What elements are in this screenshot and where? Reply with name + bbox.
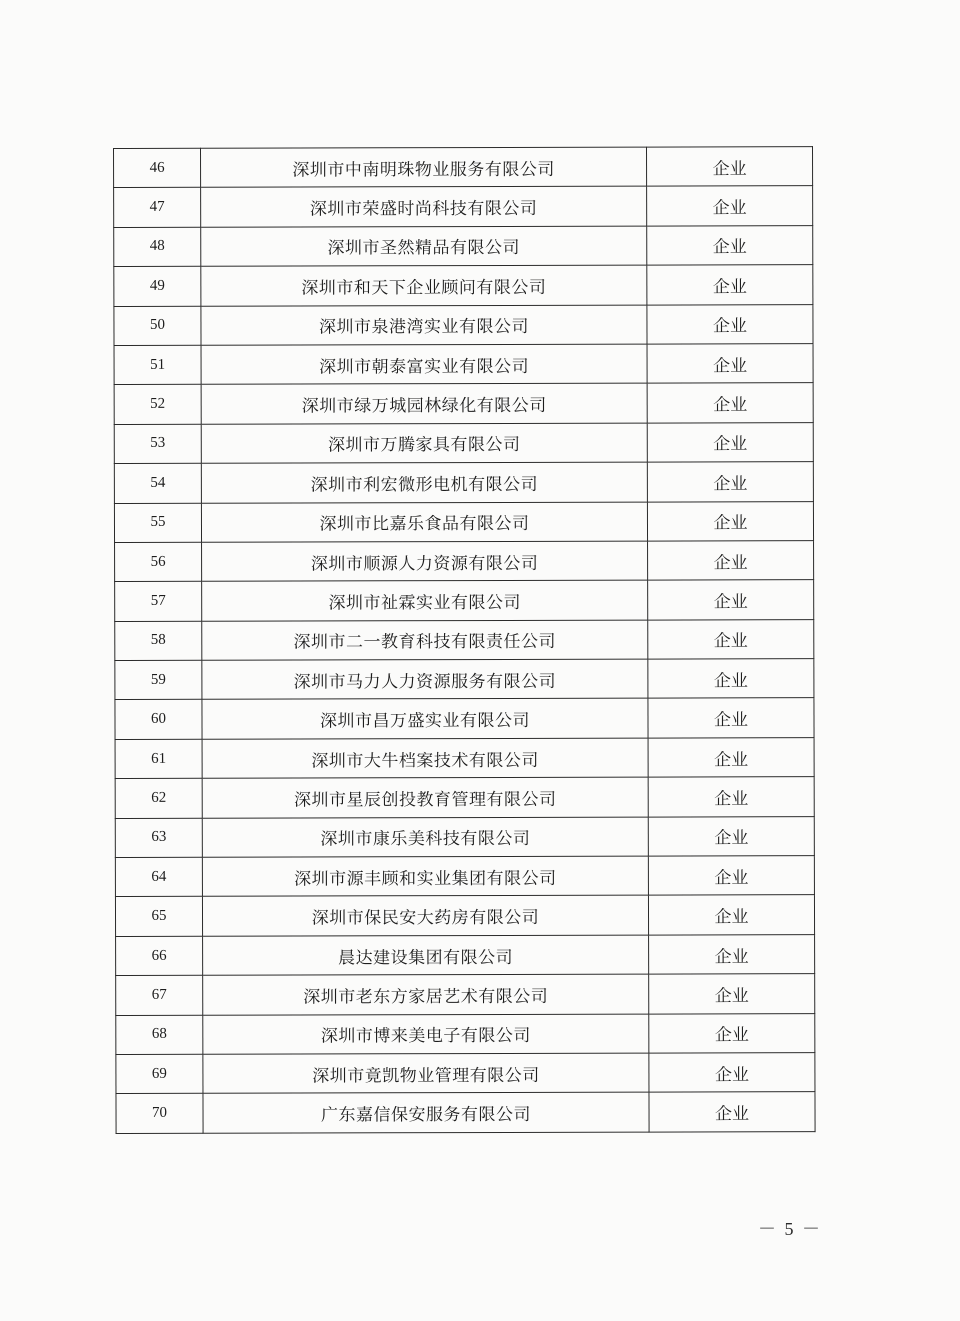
company-name: 深圳市康乐美科技有限公司 — [202, 817, 648, 858]
table-row — [114, 225, 813, 266]
entity-type: 企业 — [647, 304, 813, 344]
row-number: 56 — [115, 542, 202, 582]
company-name: 深圳市朝泰富实业有限公司 — [201, 344, 647, 385]
entity-type: 企业 — [648, 619, 814, 659]
company-name: 深圳市荣盛时尚科技有限公司 — [201, 186, 647, 227]
table-row — [114, 147, 813, 188]
company-list-table-wrapper — [113, 146, 816, 1134]
entity-type: 企业 — [646, 147, 812, 187]
company-name: 深圳市星辰创投教育管理有限公司 — [202, 777, 648, 818]
entity-type: 企业 — [647, 344, 813, 384]
entity-type: 企业 — [647, 186, 813, 226]
entity-type: 企业 — [647, 501, 813, 541]
entity-type: 企业 — [648, 659, 814, 699]
entity-type: 企业 — [647, 462, 813, 502]
company-name: 深圳市老东方家居艺术有限公司 — [203, 974, 649, 1015]
company-name: 深圳市利宏微形电机有限公司 — [201, 462, 647, 503]
company-name: 深圳市马力人力资源服务有限公司 — [202, 659, 648, 700]
company-name: 深圳市绿万城园林绿化有限公司 — [201, 383, 647, 424]
table-body — [114, 147, 816, 1134]
table-row — [115, 856, 814, 897]
entity-type: 企业 — [647, 225, 813, 265]
entity-type: 企业 — [648, 738, 814, 778]
table-row — [115, 777, 814, 818]
row-number: 54 — [114, 463, 201, 503]
table-row — [115, 580, 814, 621]
row-number: 60 — [115, 700, 202, 740]
row-number: 50 — [114, 306, 201, 346]
row-number: 70 — [116, 1094, 203, 1134]
table-row — [116, 974, 815, 1015]
company-name: 深圳市博来美电子有限公司 — [203, 1014, 649, 1055]
row-number: 64 — [115, 857, 202, 897]
company-name: 深圳市二一教育科技有限责任公司 — [202, 620, 648, 661]
table-row — [114, 344, 813, 385]
table-row — [114, 422, 813, 463]
company-name: 深圳市大牛档案技术有限公司 — [202, 738, 648, 779]
company-name: 深圳市比嘉乐食品有限公司 — [201, 502, 647, 543]
table-row — [116, 1013, 815, 1054]
entity-type: 企业 — [648, 856, 814, 896]
entity-type: 企业 — [647, 265, 813, 305]
company-name: 深圳市昌万盛实业有限公司 — [202, 699, 648, 740]
entity-type: 企业 — [649, 974, 815, 1014]
row-number: 51 — [114, 345, 201, 385]
entity-type: 企业 — [649, 1013, 815, 1053]
table-row — [116, 1053, 815, 1094]
table-row — [114, 304, 813, 345]
entity-type: 企业 — [648, 580, 814, 620]
row-number: 47 — [114, 188, 201, 228]
table-row — [115, 738, 814, 779]
entity-type: 企业 — [649, 1053, 815, 1093]
company-name: 深圳市保民安大药房有限公司 — [202, 896, 648, 937]
entity-type: 企业 — [648, 698, 814, 738]
table-row — [114, 501, 813, 542]
entity-type: 企业 — [648, 777, 814, 817]
company-name: 晨达建设集团有限公司 — [203, 935, 649, 976]
entity-type: 企业 — [649, 934, 815, 974]
row-number: 46 — [114, 148, 201, 188]
row-number: 49 — [114, 266, 201, 306]
page-number: － 5 － — [758, 1219, 822, 1239]
table-row — [115, 816, 814, 857]
row-number: 57 — [115, 582, 202, 622]
table-row — [115, 895, 814, 936]
entity-type: 企业 — [648, 541, 814, 581]
company-name: 深圳市泉港湾实业有限公司 — [201, 305, 647, 346]
row-number: 58 — [115, 621, 202, 661]
entity-type: 企业 — [648, 816, 814, 856]
company-name: 深圳市中南明珠物业服务有限公司 — [201, 147, 647, 188]
table-row — [114, 186, 813, 227]
company-name: 深圳市竟凯物业管理有限公司 — [203, 1053, 649, 1094]
company-name: 深圳市源丰顾和实业集团有限公司 — [202, 856, 648, 897]
row-number: 62 — [115, 779, 202, 819]
company-list-table — [113, 146, 816, 1134]
row-number: 55 — [114, 503, 201, 543]
row-number: 65 — [115, 897, 202, 937]
company-name: 深圳市顺源人力资源有限公司 — [202, 541, 648, 582]
company-name: 深圳市和天下企业顾问有限公司 — [201, 265, 647, 306]
table-row — [115, 698, 814, 739]
row-number: 67 — [116, 975, 203, 1015]
company-name: 深圳市万腾家具有限公司 — [201, 423, 647, 464]
row-number: 66 — [116, 936, 203, 976]
row-number: 61 — [115, 739, 202, 779]
company-name: 广东嘉信保安服务有限公司 — [203, 1092, 649, 1133]
table-row — [114, 383, 813, 424]
entity-type: 企业 — [648, 895, 814, 935]
row-number: 52 — [114, 385, 201, 425]
row-number: 48 — [114, 227, 201, 267]
entity-type: 企业 — [647, 383, 813, 423]
row-number: 59 — [115, 660, 202, 700]
table-row — [114, 265, 813, 306]
table-row — [115, 619, 814, 660]
entity-type: 企业 — [647, 422, 813, 462]
table-row — [116, 1092, 815, 1133]
table-row — [115, 541, 814, 582]
company-name: 深圳市祉霖实业有限公司 — [202, 580, 648, 621]
table-row — [114, 462, 813, 503]
row-number: 53 — [114, 424, 201, 464]
row-number: 68 — [116, 1015, 203, 1055]
row-number: 69 — [116, 1054, 203, 1094]
company-name: 深圳市圣然精品有限公司 — [201, 226, 647, 267]
row-number: 63 — [115, 818, 202, 858]
entity-type: 企业 — [649, 1092, 815, 1132]
table-row — [116, 934, 815, 975]
table-row — [115, 659, 814, 700]
